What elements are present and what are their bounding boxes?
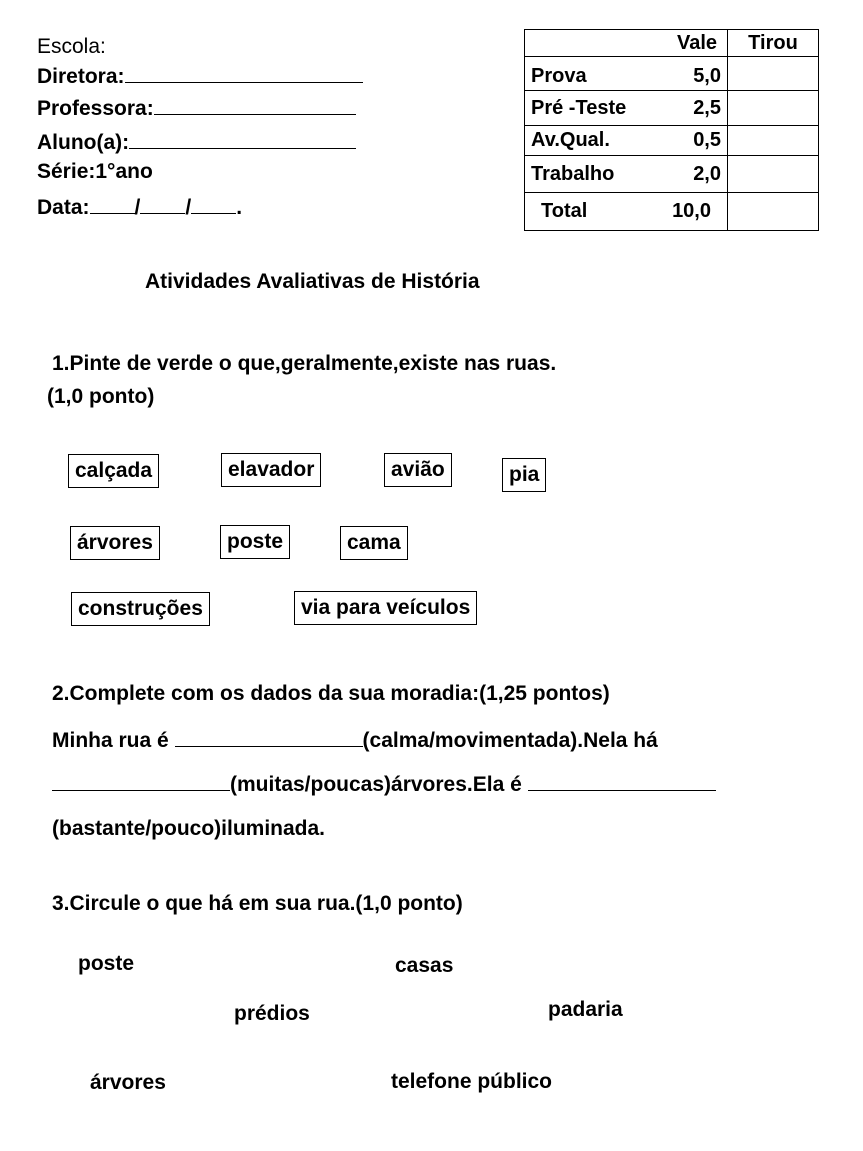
grade-row [525, 156, 819, 193]
q3-word[interactable]: telefone público [391, 1070, 553, 1093]
data-day-blank[interactable] [90, 195, 135, 214]
grade-row-label: Trabalho [531, 162, 615, 185]
col-vale: Vale [525, 30, 728, 57]
grade-row [525, 57, 819, 91]
q2-text: 2.Complete com os dados da sua moradia:(1,25 pontos) [52, 682, 610, 705]
grade-row-value: 10,0 [672, 200, 711, 222]
diretora-field [37, 64, 363, 89]
grade-score-cell[interactable] [728, 193, 819, 231]
data-month-blank[interactable] [140, 195, 185, 214]
q1-option[interactable]: via para veículos [294, 591, 477, 625]
q3-word[interactable]: prédios [234, 1002, 310, 1025]
grade-row-label: Prova [531, 65, 587, 87]
grade-score-cell[interactable] [728, 57, 819, 91]
q1-points: (1,0 ponto) [47, 385, 155, 408]
q1-option[interactable]: pia [502, 458, 546, 492]
grade-row [525, 91, 819, 126]
aluno-blank[interactable] [129, 130, 356, 149]
q1-option[interactable]: calçada [68, 454, 159, 488]
grade-row-value: 0,5 [693, 129, 721, 151]
q1-text: 1.Pinte de verde o que,geralmente,existe nas ruas. [52, 352, 557, 375]
diretora-blank[interactable] [125, 64, 363, 83]
data-end: . [236, 196, 243, 219]
grade-row-value: 2,5 [693, 96, 721, 119]
q2-line2 [52, 772, 716, 797]
q3-word[interactable]: casas [395, 954, 454, 977]
q2-line2-mid: (muitas/poucas)árvores.Ela é [230, 773, 522, 796]
grade-score-cell[interactable] [728, 156, 819, 193]
data-label: Data: [37, 196, 90, 219]
q2-line1-start: Minha rua é [52, 729, 169, 752]
page-title: Atividades Avaliativas de História [145, 270, 480, 293]
grade-row [525, 126, 819, 156]
q1-option[interactable]: construções [71, 592, 210, 626]
professora-field [37, 96, 356, 121]
grade-row-value: 2,0 [693, 162, 721, 185]
grade-row-total [525, 193, 819, 231]
grade-score-cell[interactable] [728, 126, 819, 156]
data-separator: / [134, 196, 141, 219]
q2-line3: (bastante/pouco)iluminada. [52, 817, 326, 840]
grade-row-value: 5,0 [693, 65, 721, 87]
grade-row-label: Pré -Teste [531, 96, 627, 119]
q1-option[interactable]: cama [340, 526, 408, 560]
aluno-field [37, 130, 356, 155]
serie-label: Série:1°ano [37, 160, 153, 183]
q2-blank-rua[interactable] [175, 728, 363, 747]
q2-line1 [52, 728, 658, 753]
q2-blank-arvores[interactable] [52, 772, 230, 791]
q3-word[interactable]: padaria [548, 998, 623, 1021]
q1-option[interactable]: poste [220, 525, 290, 559]
professora-label: Professora: [37, 97, 154, 120]
q3-word[interactable]: árvores [90, 1071, 166, 1094]
q1-option[interactable]: avião [384, 453, 452, 487]
data-field [37, 195, 242, 220]
grade-score-cell[interactable] [728, 91, 819, 126]
aluno-label: Aluno(a): [37, 131, 130, 154]
escola-label: Escola: [37, 35, 106, 58]
data-year-blank[interactable] [191, 195, 236, 214]
diretora-label: Diretora: [37, 65, 125, 88]
grade-row-label: Av.Qual. [531, 129, 610, 151]
q2-line1-end: (calma/movimentada).Nela há [362, 729, 658, 752]
grade-row-label: Total [541, 200, 588, 222]
grade-table [524, 29, 819, 231]
col-tirou: Tirou [728, 30, 819, 57]
q2-blank-iluminada[interactable] [528, 772, 716, 791]
data-separator: / [185, 196, 192, 219]
q3-word[interactable]: poste [78, 952, 135, 975]
q1-option[interactable]: elavador [221, 453, 321, 487]
q3-text: 3.Circule o que há em sua rua.(1,0 ponto) [52, 892, 463, 915]
professora-blank[interactable] [154, 96, 356, 115]
grade-table-header [525, 30, 819, 57]
q1-option[interactable]: árvores [70, 526, 160, 560]
